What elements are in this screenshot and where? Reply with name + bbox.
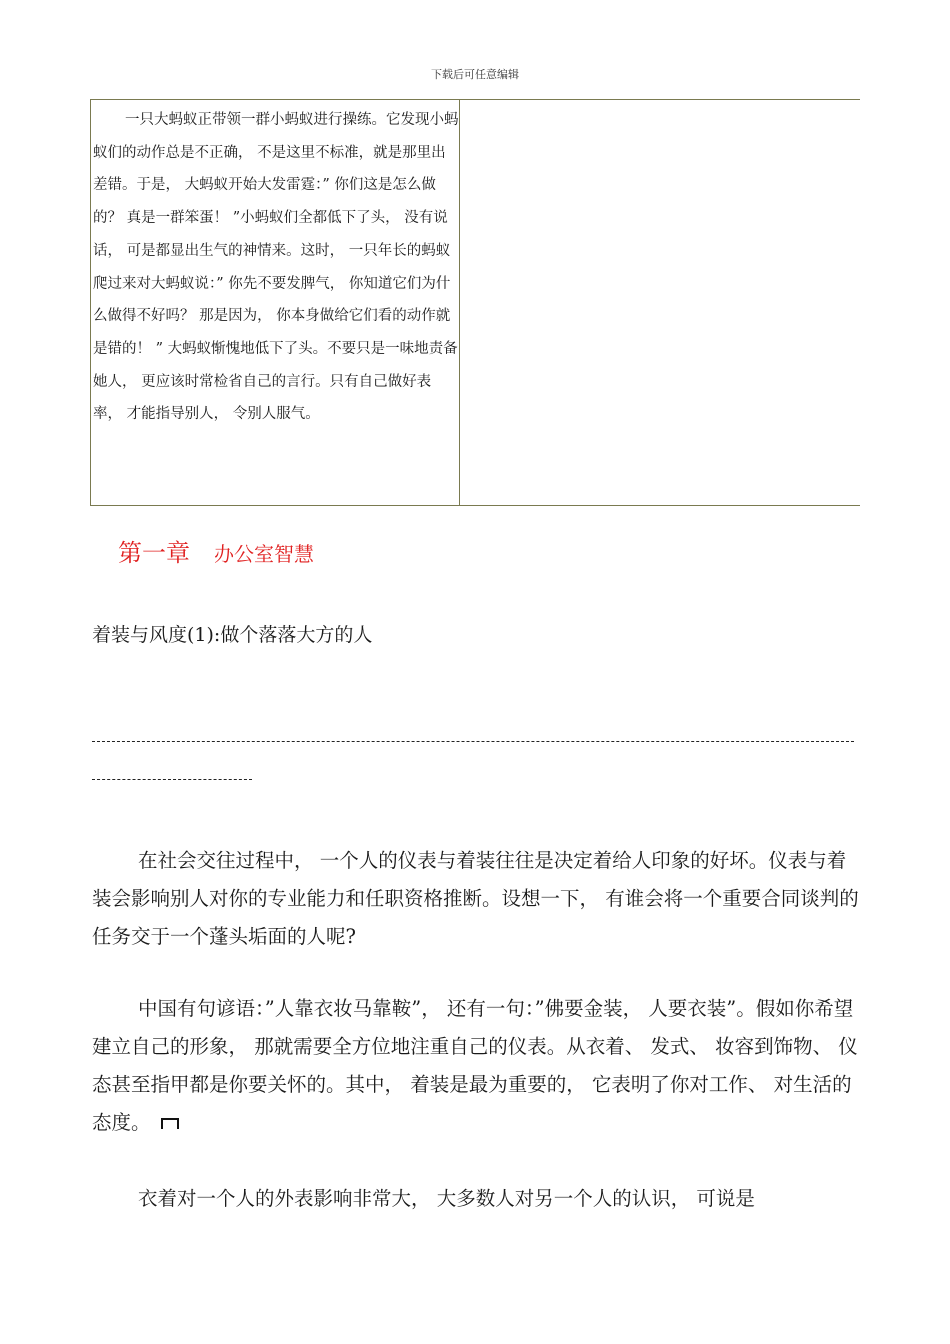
- paragraph-text: 衣着对一个人的外表影响非常大， 大多数人对另一个人的认识， 可说是: [138, 1187, 755, 1210]
- chapter-name: 办公室智慧: [214, 542, 314, 566]
- edit-mark-icon: [161, 1118, 179, 1129]
- body-paragraph-1: [92, 842, 862, 956]
- section-title: 着装与风度(1):做个落落大方的人: [92, 624, 373, 646]
- chapter-heading: [118, 533, 314, 568]
- paragraph-text: 在社会交往过程中， 一个人的仪表与着装往往是决定着给人印象的好坏。仪表与着装会影响别人对你的专业能力和任职资格推断。设想一下， 有谁会将一个重要合同谈判的任务交于一个蓬头垢面的人呢?: [92, 849, 859, 948]
- chapter-number: 第一章: [118, 539, 190, 567]
- body-paragraph-2: [92, 990, 862, 1142]
- body-paragraph-3: [92, 1180, 862, 1218]
- dashed-separator-continuation: [92, 779, 252, 780]
- page-header-note: 下载后可任意编辑: [431, 68, 519, 81]
- paragraph-text: 中国有句谚语：”人靠衣妆马靠鞍”， 还有一句：”佛要金装， 人要衣装”。假如你希望建立自己的形象， 那就需要全方位地注重自己的仪表。从衣着、 发式、 妆容到饰物、 仪态甚至指甲都是你要关怀的。其中， 着装是最为重要的， 它表明了你对工作、 对生活的态度。: [92, 997, 858, 1134]
- dashed-separator: [92, 741, 854, 742]
- table-divider: [459, 100, 460, 505]
- story-paragraph: [93, 104, 459, 431]
- story-text: 一只大蚂蚁正带领一群小蚂蚁进行操练。它发现小蚂蚁们的动作总是不正确， 不是这里不标准，就是那里出差错。于是， 大蚂蚁开始大发雷霆：” 你们这是怎么做的？ 真是一群笨蛋！ ”小蚂蚁们全都低下了头， 没有说话， 可是都显出生气的神情来。这时， 一只年长的蚂蚁爬过来对大蚂蚁说：” 你先不要发脾气， 你知道它们为什么做得不好吗？ 那是因为， 你本身做给它们看的动作就是错的！ ” 大蚂蚁惭愧地低下了头。不要只是一味地责备她人， 更应该时常检省自己的言行。只有自己做好表率， 才能指导别人， 令别人服气。: [93, 112, 459, 423]
- story-table: [90, 99, 860, 506]
